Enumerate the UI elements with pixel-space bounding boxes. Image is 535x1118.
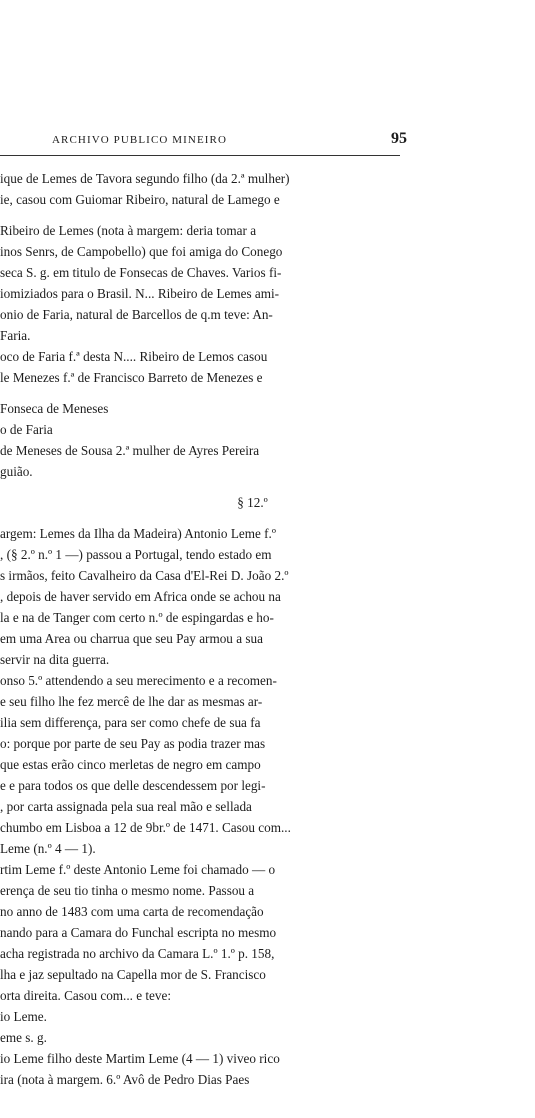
text-line: rtim Leme f.º deste Antonio Leme foi chamado — o [0,862,276,877]
running-header [52,130,407,152]
paragraph-gap [0,388,395,398]
text-line: guião. [0,464,33,479]
text-line: oco de Faria f.ª desta N.... Ribeiro de Lemos casou [0,349,268,364]
text-line: inos Senrs, de Campobello) que foi amiga do Conego [0,244,283,259]
text-line: lha e jaz sepultado na Capella mor de S. Francisco [0,967,266,982]
text-line: e seu filho lhe fez mercê de lhe dar as mesmas ar- [0,694,263,709]
paragraph-gap [0,513,395,523]
text-line: em uma Area ou charrua que seu Pay armou a sua [0,631,263,646]
text-line: s irmãos, feito Cavalheiro da Casa d'El-Rei D. João 2.º [0,568,289,583]
text-line: no anno de 1483 com uma carta de recomendação [0,904,264,919]
page-number: 95 [391,130,407,147]
text-line: , por carta assignada pela sua real mão e sellada [0,799,252,814]
text-line: iomiziados para o Brasil. N... Ribeiro de Lemes ami- [0,286,280,301]
text-line: onso 5.º attendendo a seu merecimento e a recomen- [0,673,277,688]
text-line: io Leme. [0,1009,47,1024]
text-line: , (§ 2.º n.º 1 —) passou a Portugal, tendo estado em [0,547,272,562]
paragraph-gap [0,482,395,492]
text-line: nando para a Camara do Funchal escripta no mesmo [0,925,277,940]
text-line: orta direita. Casou com... e teve: [0,988,172,1003]
text-line: argem: Lemes da Ilha da Madeira) Antonio Leme f.º [0,526,276,541]
text-line: ira (nota à margem. 6.º Avô de Pedro Dias Paes [0,1072,250,1087]
text-line: que estas erão cinco merletas de negro em campo [0,757,261,772]
text-line: de Meneses de Sousa 2.ª mulher de Ayres Pereira [0,443,260,458]
text-line: Faria. [0,328,31,343]
text-line: Fonseca de Meneses [0,401,109,416]
header-rule [0,155,400,156]
text-line: la e na de Tanger com certo n.º de espingardas e ho- [0,610,274,625]
text-line: o: porque por parte de seu Pay as podia trazer mas [0,736,266,751]
running-title: ARCHIVO PUBLICO MINEIRO [52,134,228,146]
text-line: e e para todos os que delle descendessem por legi- [0,778,266,793]
text-line: ie, casou com Guiomar Ribeiro, natural de Lamego e [0,192,280,207]
text-line: seca S. g. em titulo de Fonsecas de Chaves. Varios fi- [0,265,282,280]
text-line: ilia sem differença, para ser como chefe de sua fa [0,715,261,730]
text-line: le Menezes f.ª de Francisco Barreto de Menezes e [0,370,263,385]
page-body-text [0,168,395,1090]
text-line: , depois de haver servido em Africa onde se achou na [0,589,281,604]
text-line: ique de Lemes de Tavora segundo filho (da 2.ª mulher) [0,171,290,186]
text-line: acha registrada no archivo da Camara L.º 1.º p. 158, [0,946,275,961]
text-line: Ribeiro de Lemes (nota à margem: deria tomar a [0,223,257,238]
text-line: eme s. g. [0,1030,47,1045]
text-line: erença de seu tio tinha o mesmo nome. Passou a [0,883,255,898]
text-line: Leme (n.º 4 — 1). [0,841,96,856]
paragraph-gap [0,210,395,220]
text-line: onio de Faria, natural de Barcellos de q.m teve: An- [0,307,273,322]
section-heading: § 12.º [237,495,268,510]
text-line: o de Faria [0,422,53,437]
text-line: chumbo em Lisboa a 12 de 9br.º de 1471. Casou com... [0,820,291,835]
text-line: servir na dita guerra. [0,652,110,667]
text-line: io Leme filho deste Martim Leme (4 — 1) viveo rico [0,1051,280,1066]
